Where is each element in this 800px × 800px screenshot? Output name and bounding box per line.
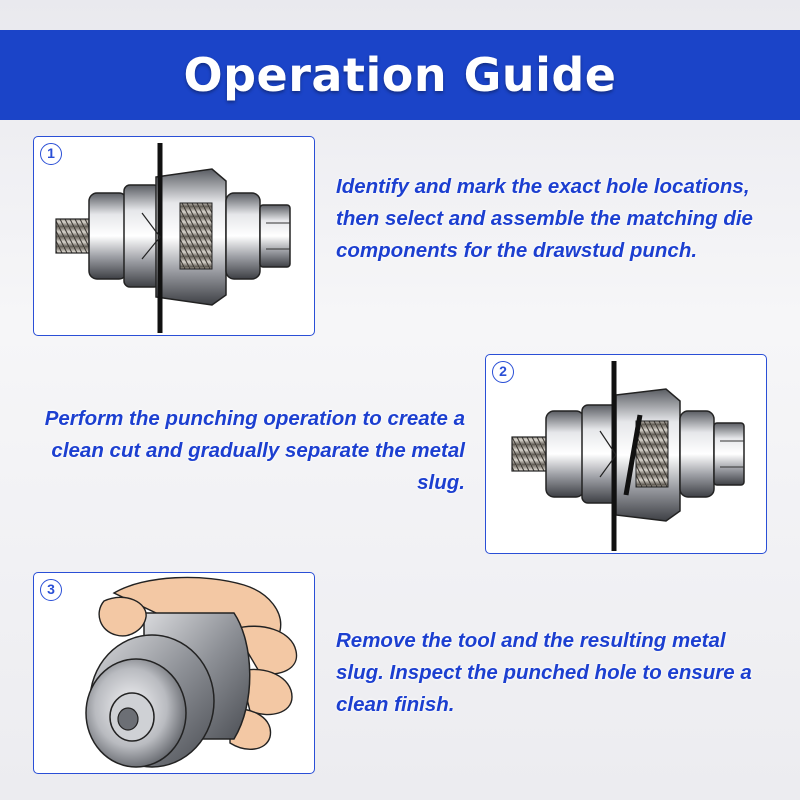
step-2-text: Perform the punching operation to create a clean cut and gradually separate the metal slug. — [44, 407, 465, 494]
step-1-number-badge: 1 — [40, 143, 62, 165]
step-2-illustration-panel — [485, 354, 767, 554]
remove-tool-illustration — [34, 573, 315, 774]
title-banner — [0, 30, 800, 120]
page-title: Operation Guide — [183, 48, 617, 102]
step-1-text: Identify and mark the exact hole locations, then select and assemble the matching die components for the drawstud punch. — [336, 175, 753, 262]
punch-assembly-illustration — [34, 137, 315, 336]
step-3-text: Remove the tool and the resulting metal slug. Inspect the punched hole to ensure a clean finish. — [336, 629, 752, 716]
step-3-illustration-panel — [33, 572, 315, 774]
punching-operation-illustration — [486, 355, 767, 554]
step-2-number-badge: 2 — [492, 361, 514, 383]
step-1-illustration-panel — [33, 136, 315, 336]
step-3-number-badge: 3 — [40, 579, 62, 601]
